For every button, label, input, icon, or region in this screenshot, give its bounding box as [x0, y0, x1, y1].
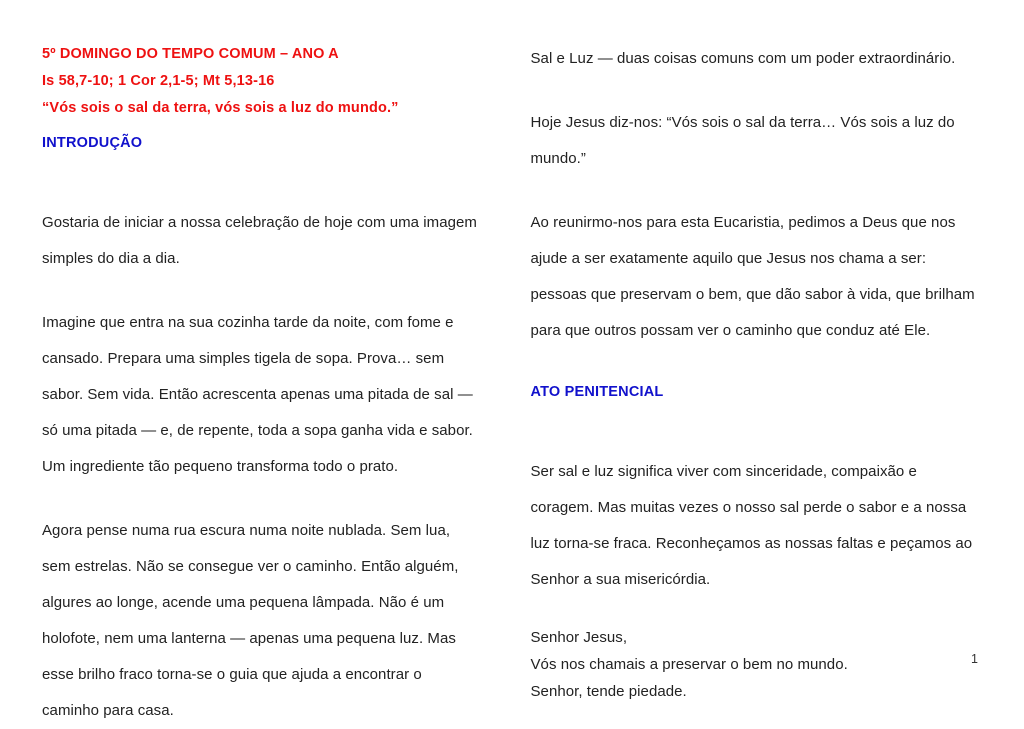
- left-column: [42, 41, 482, 729]
- invocation-line-1: Senhor Jesus,: [530, 629, 628, 646]
- invocation-line-2: Vós nos chamais a preservar o bem no mundo.: [530, 656, 848, 673]
- title-line-readings: Is 58,7-10; 1 Cor 2,1-5; Mt 5,13-16: [42, 73, 275, 89]
- paragraph-salt-and-light: Sal e Luz — duas coisas comuns com um poder extraordinário.: [530, 50, 956, 67]
- paragraph-intro-opening: Gostaria de iniciar a nossa celebração de hoje com uma imagem simples do dia a dia.: [42, 214, 477, 267]
- title-line-sunday: 5º DOMINGO DO TEMPO COMUM – ANO A: [42, 46, 339, 62]
- right-column: [531, 41, 983, 705]
- paragraph-jesus-quote: Hoje Jesus diz-nos: “Vós sois o sal da terra… Vós sois a luz do mundo.”: [530, 114, 955, 167]
- page-number: 1: [971, 651, 978, 666]
- paragraph-soup-image: Imagine que entra na sua cozinha tarde da noite, com fome e cansado. Prepara uma simples tigela de sopa. Prova… sem sabor. Sem vida. Então acrescenta apenas uma pitada de sal — só uma pitada — e, de repente, toda a sopa ganha vida e sabor. Um ingrediente tão pequeno transforma todo o prato.: [42, 314, 473, 475]
- two-column-layout: [42, 41, 982, 729]
- invocation-block: [531, 624, 983, 705]
- section-heading-ato-penitencial: ATO PENITENCIAL: [530, 384, 664, 400]
- liturgy-title-block: [42, 41, 482, 122]
- title-line-quote: “Vós sois o sal da terra, vós sois a luz do mundo.”: [42, 100, 399, 116]
- paragraph-penitential-reflection: Ser sal e luz significa viver com sinceridade, compaixão e coragem. Mas muitas vezes o nosso sal perde o sabor e a nossa luz torna-se fraca. Reconheçamos as nossas faltas e peçamos ao Senhor a sua misericórdia.: [530, 463, 973, 588]
- invocation-line-3: Senhor, tende piedade.: [530, 683, 687, 700]
- paragraph-eucharist-prayer: Ao reunirmo-nos para esta Eucaristia, pedimos a Deus que nos ajude a ser exatamente aquilo que Jesus nos chama a ser: pessoas que preservam o bem, que dão sabor à vida, que brilham para que outros possam ver o caminho que conduz até Ele.: [530, 214, 975, 339]
- paragraph-light-image: Agora pense numa rua escura numa noite nublada. Sem lua, sem estrelas. Não se consegue ver o caminho. Então alguém, algures ao longe, acende uma pequena lâmpada. Não é um holofote, nem uma lanterna — apenas uma pequena luz. Mas esse brilho fraco torna-se o guia que ajuda a encontrar o caminho para casa.: [42, 522, 459, 719]
- section-heading-introducao: INTRODUÇÃO: [42, 135, 143, 151]
